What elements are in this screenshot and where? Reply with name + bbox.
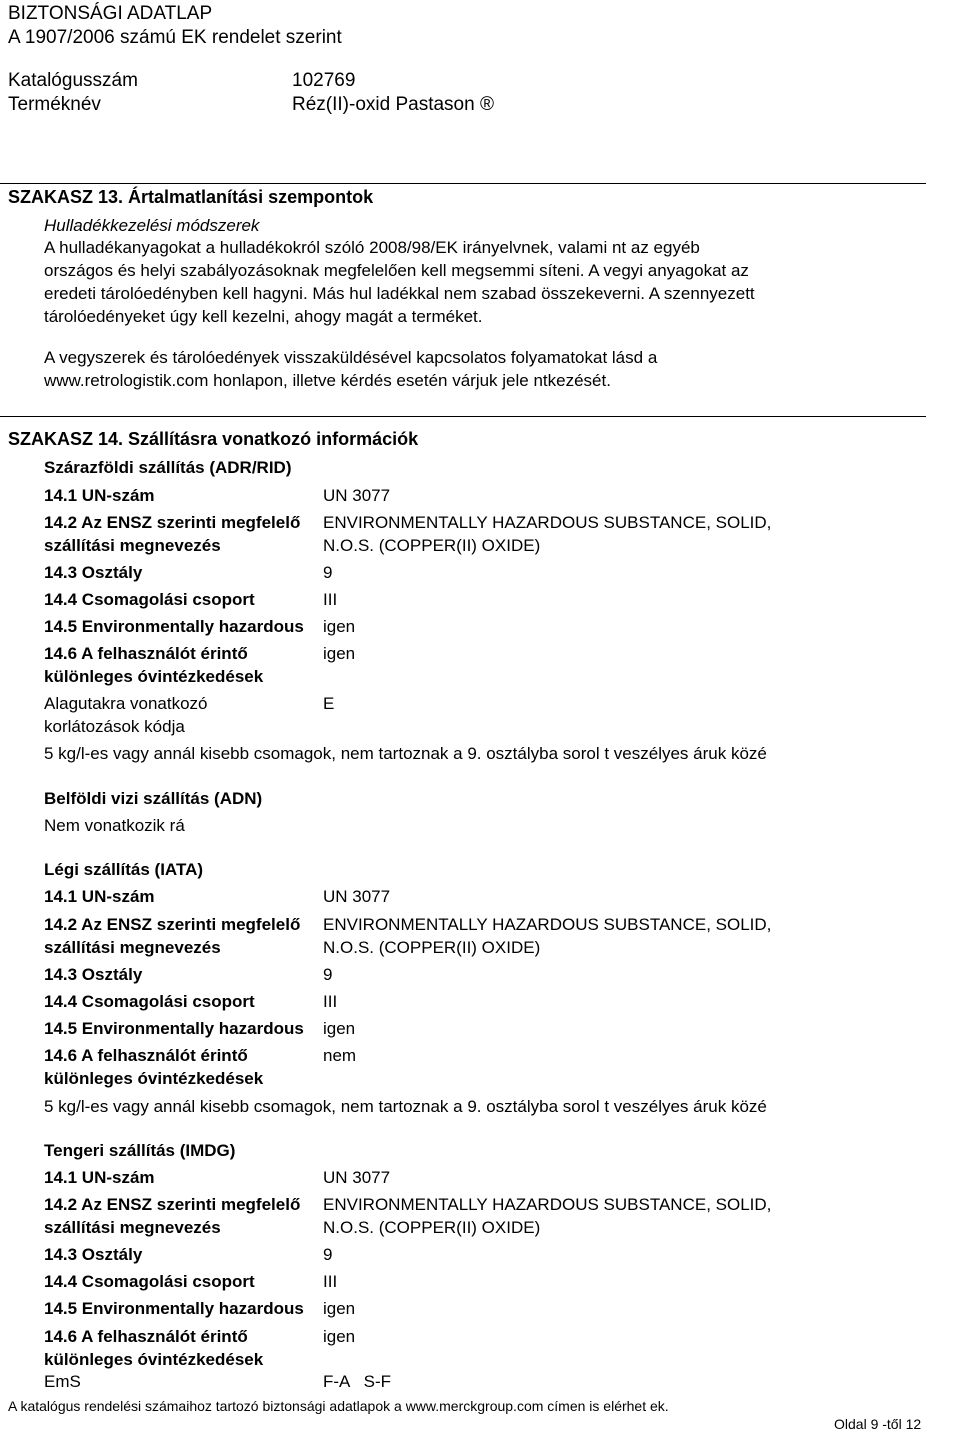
section13-rule xyxy=(0,183,926,184)
section13-para1-line: tárolóedényeket úgy kell kezelni, ahogy magát a terméket. xyxy=(44,307,483,326)
adr-name-label: szállítási megnevezés xyxy=(44,536,221,555)
adn-title: Belföldi vizi szállítás (ADN) xyxy=(44,789,263,808)
imdg-name-value: ENVIRONMENTALLY HAZARDOUS SUBSTANCE, SOLID, xyxy=(323,1195,772,1214)
imdg-pg-value: III xyxy=(323,1272,338,1291)
imdg-ems-label: EmS xyxy=(44,1372,81,1391)
iata-title: Légi szállítás (IATA) xyxy=(44,860,204,879)
adr-un-label: 14.1 UN-szám xyxy=(44,486,155,505)
imdg-user-value: igen xyxy=(323,1327,356,1346)
iata-pg-value: III xyxy=(323,992,338,1011)
imdg-env-label: 14.5 Environmentally hazardous xyxy=(44,1299,304,1318)
imdg-env-value: igen xyxy=(323,1299,356,1318)
imdg-class-value: 9 xyxy=(323,1245,333,1264)
iata-env-label: 14.5 Environmentally hazardous xyxy=(44,1019,304,1038)
catalog-value: 102769 xyxy=(292,70,356,91)
iata-un-label: 14.1 UN-szám xyxy=(44,887,155,906)
imdg-name-label: 14.2 Az ENSZ szerinti megfelelő xyxy=(44,1195,301,1214)
imdg-un-value: UN 3077 xyxy=(323,1168,391,1187)
section13-para1-line: országos és helyi szabályozásoknak megfelelően kell megsemmi síteni. A vegyi anyagokat az xyxy=(44,261,749,280)
footer-note: A katalógus rendelési számaihoz tartozó biztonsági adatlapok a www.merckgroup.com címen is elérhet ek. xyxy=(8,1398,669,1414)
catalog-label: Katalógusszám xyxy=(8,70,138,91)
imdg-title: Tengeri szállítás (IMDG) xyxy=(44,1141,236,1160)
iata-note: 5 kg/l-es vagy annál kisebb csomagok, nem tartoznak a 9. osztályba sorol t veszélyes áruk közé xyxy=(44,1097,767,1116)
adr-name-value: N.O.S. (COPPER(II) OXIDE) xyxy=(323,536,541,555)
adn-text: Nem vonatkozik rá xyxy=(44,816,185,835)
iata-class-value: 9 xyxy=(323,965,333,984)
section13-para2-line: A vegyszerek és tárolóedények visszaküldésével kapcsolatos folyamatokat lásd a xyxy=(44,348,658,367)
imdg-user-label: különleges óvintézkedések xyxy=(44,1350,264,1369)
adr-env-label: 14.5 Environmentally hazardous xyxy=(44,617,304,636)
adr-un-value: UN 3077 xyxy=(323,486,391,505)
imdg-un-label: 14.1 UN-szám xyxy=(44,1168,155,1187)
document-title: BIZTONSÁGI ADATLAP xyxy=(8,3,213,24)
adr-note: 5 kg/l-es vagy annál kisebb csomagok, nem tartoznak a 9. osztályba sorol t veszélyes áruk közé xyxy=(44,744,767,763)
imdg-name-value: N.O.S. (COPPER(II) OXIDE) xyxy=(323,1218,541,1237)
iata-env-value: igen xyxy=(323,1019,356,1038)
section13-subheading: Hulladékkezelési módszerek xyxy=(44,216,260,235)
iata-name-label: 14.2 Az ENSZ szerinti megfelelő xyxy=(44,915,301,934)
adr-title: Szárazföldi szállítás (ADR/RID) xyxy=(44,458,292,477)
imdg-ems-value: F-A S-F xyxy=(323,1372,391,1391)
adr-name-value: ENVIRONMENTALLY HAZARDOUS SUBSTANCE, SOLID, xyxy=(323,513,772,532)
iata-name-value: N.O.S. (COPPER(II) OXIDE) xyxy=(323,938,541,957)
iata-un-value: UN 3077 xyxy=(323,887,391,906)
adr-user-value: igen xyxy=(323,644,356,663)
section13-para2-line: www.retrologistik.com honlapon, illetve kérdés esetén várjuk jele ntkezését. xyxy=(44,371,611,390)
adr-user-label: különleges óvintézkedések xyxy=(44,667,264,686)
section13-para1-line: A hulladékanyagokat a hulladékokról szóló 2008/98/EK irányelvnek, valami nt az egyéb xyxy=(44,238,700,257)
product-value: Réz(II)-oxid Pastason ® xyxy=(292,94,494,115)
regulation-subtitle: A 1907/2006 számú EK rendelet szerint xyxy=(8,27,342,48)
iata-user-label: 14.6 A felhasználót érintő xyxy=(44,1046,248,1065)
product-label: Terméknév xyxy=(8,94,101,115)
imdg-name-label: szállítási megnevezés xyxy=(44,1218,221,1237)
adr-tunnel-value: E xyxy=(323,694,335,713)
adr-tunnel-label: korlátozások kódja xyxy=(44,717,185,736)
iata-user-label: különleges óvintézkedések xyxy=(44,1069,264,1088)
iata-user-value: nem xyxy=(323,1046,357,1065)
adr-tunnel-label: Alagutakra vonatkozó xyxy=(44,694,208,713)
adr-pg-value: III xyxy=(323,590,338,609)
adr-pg-label: 14.4 Csomagolási csoport xyxy=(44,590,255,609)
imdg-user-label: 14.6 A felhasználót érintő xyxy=(44,1327,248,1346)
section13-para1-line: eredeti tárolóedényben kell hagyni. Más hul ladékkal nem szabad összekeverni. A szennyezett xyxy=(44,284,755,303)
iata-class-label: 14.3 Osztály xyxy=(44,965,143,984)
adr-class-value: 9 xyxy=(323,563,333,582)
section13-heading: SZAKASZ 13. Ártalmatlanítási szempontok xyxy=(8,187,374,207)
adr-class-label: 14.3 Osztály xyxy=(44,563,143,582)
adr-name-label: 14.2 Az ENSZ szerinti megfelelő xyxy=(44,513,301,532)
iata-pg-label: 14.4 Csomagolási csoport xyxy=(44,992,255,1011)
iata-name-label: szállítási megnevezés xyxy=(44,938,221,957)
adr-user-label: 14.6 A felhasználót érintő xyxy=(44,644,248,663)
iata-name-value: ENVIRONMENTALLY HAZARDOUS SUBSTANCE, SOLID, xyxy=(323,915,772,934)
section14-rule xyxy=(0,416,926,417)
section14-heading: SZAKASZ 14. Szállításra vonatkozó információk xyxy=(8,429,419,449)
imdg-pg-label: 14.4 Csomagolási csoport xyxy=(44,1272,255,1291)
adr-env-value: igen xyxy=(323,617,356,636)
imdg-class-label: 14.3 Osztály xyxy=(44,1245,143,1264)
page-number: Oldal 9 -től 12 xyxy=(834,1416,922,1432)
